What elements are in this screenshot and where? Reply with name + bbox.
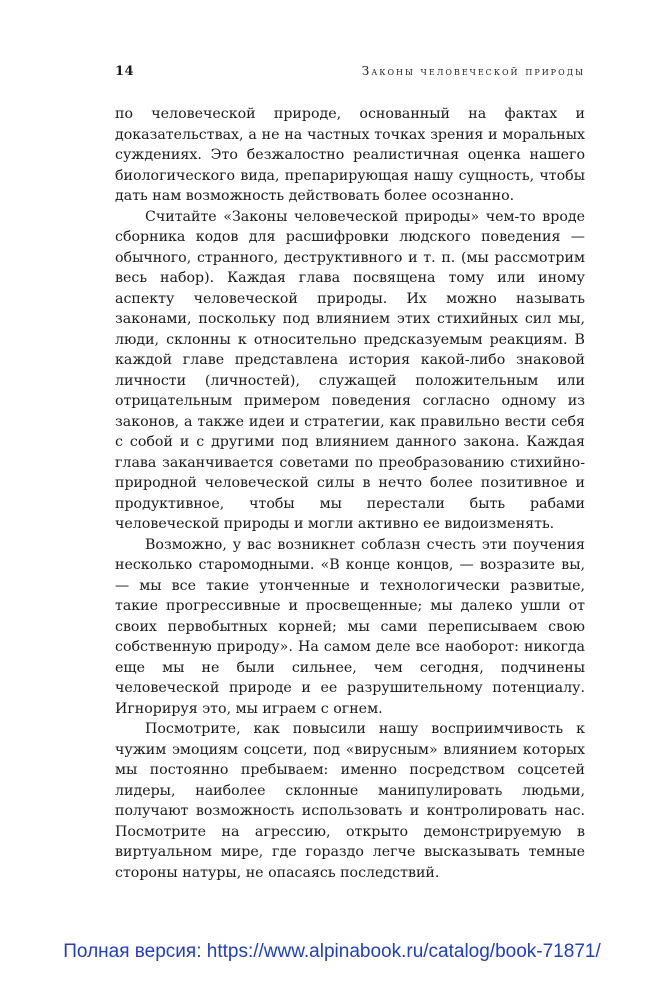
- paragraph: по человеческой природе, основанный на фактах и доказательствах, а не на частных точках зрения и моральных суждениях. Это безжалостно реалистичная оценка нашего биологического вида, препарирующая нашу сущность, чтобы дать нам возможность действовать более осознанно.: [115, 106, 585, 204]
- full-version-link[interactable]: Полная версия: https://www.alpinabook.ru/catalog/book-71871/: [63, 941, 601, 962]
- page-header: [115, 64, 585, 84]
- paragraph: Считайте «Законы человеческой природы» чем-то вроде сборника кодов для расшифровки людского поведения — обычного, странного, деструктивного и т. п. (мы рассмотрим весь набор). Каждая глава посвящена тому или иному аспекту человеческой природы. Их можно называть законами, поскольку под влиянием этих стихийных сил мы, люди, склонны к относительно предсказуемым реакциям. В каждой главе представлена история какой-либо знаковой личности (личностей), служащей положительным или отрицательным примером поведения согласно одному из законов, а также идеи и стратегии, как правильно вести себя с собой и с другими под влиянием данного закона. Каждая глава заканчивается советами по преобразованию стихийно-природной человеческой силы в нечто более позитивное и продуктивное, чтобы мы перестали быть рабами человеческой природы и могли активно ее видоизменять.: [115, 208, 585, 532]
- body-text: [115, 104, 585, 883]
- running-title: Законы человеческой природы: [361, 64, 585, 78]
- paragraph: Посмотрите, как повысили нашу восприимчивость к чужим эмоциям соцсети, под «вирусным» влиянием которых мы постоянно пребываем: именно посредством соцсетей лидеры, наиболее склонные манипулировать людьми, получают возможность использовать и контролировать нас. Посмотрите на агрессию, открыто демонстрируемую в виртуальном мире, где гораздо легче высказывать темные стороны натуры, не опасаясь последствий.: [115, 721, 585, 881]
- page-number: 14: [115, 64, 135, 79]
- paragraph: Возможно, у вас возникнет соблазн счесть эти поучения несколько старомодными. «В конце концов, — возразите вы, — мы все такие утонченные и технологически развитые, такие прогрессивные и просвещенные; мы далеко ушли от своих первобытных корней; мы сами переписываем свою собственную природу». На самом деле все наоборот: никогда еще мы не были сильнее, чем сегодня, подчинены человеческой природе и ее разрушительному потенциалу. Игнорируя это, мы играем с огнем.: [115, 536, 585, 717]
